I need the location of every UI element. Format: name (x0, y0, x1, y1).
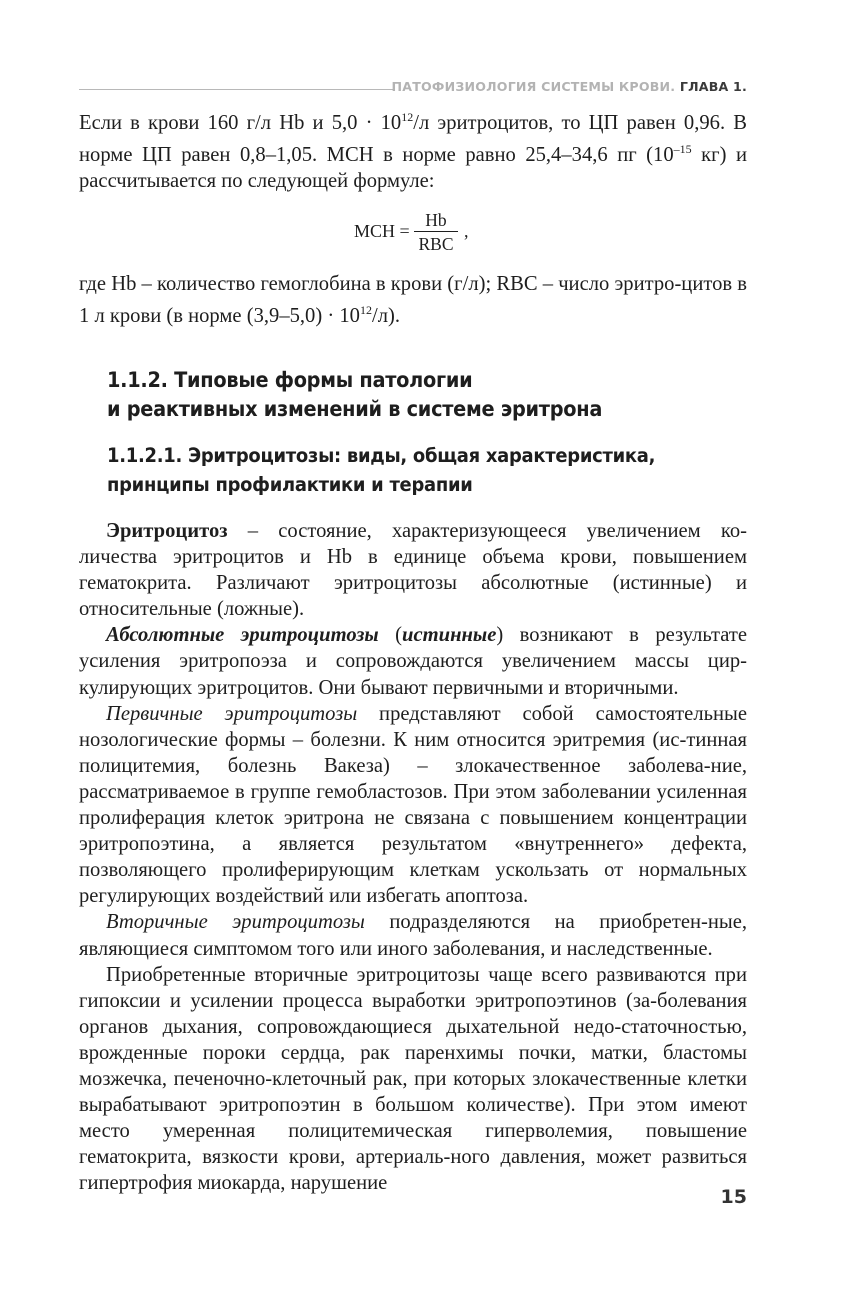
main-text (79, 518, 747, 1196)
page-number: 15 (720, 1186, 747, 1208)
term-primary-erythrocytosis: Первичные эритроцитозы (106, 702, 358, 725)
running-head-chapter: ГЛАВА 1. (679, 79, 747, 94)
subsection-heading (107, 442, 733, 499)
intro-text-1: Если в крови 160 г/л Hb и 5,0 · 10 (79, 111, 402, 134)
intro-text-2: /л эритроцитов, то ЦП равен 0,96. В норме ЦП равен 0,8–1,05. МСН в норме равно 25,4–34,6 пг (10 (79, 111, 747, 166)
intro-paragraph (79, 104, 747, 194)
paragraph-3-text: представляют собой самостоятельные нозологические формы – болезни. К ним относится эритремия (ис-тинная полицитемия, болезнь Вакеза) – злокачественное заболева-ние, рассматриваемое в группе гемобластозов. При этом заболевании усиленная пролиферация клеток эритрона не связана с повышением концентрации эритропоэтина, а является результатом «внутреннего» дефекта, позволяющего пролиферирующим клеткам ускользать от нормальных регулирующих воздействий или избегать апоптоза. (79, 702, 747, 908)
section-heading (107, 366, 696, 423)
explanation-superscript: 12 (359, 303, 372, 318)
section-heading-line-2: и реактивных изменений в системе эритрона (107, 396, 603, 421)
term-secondary-erythrocytosis: Вторичные эритроцитозы (106, 911, 365, 934)
section-heading-line-1: 1.1.2. Типовые формы патологии (107, 368, 473, 392)
running-head-text (392, 79, 747, 94)
term-true: истинные (402, 624, 497, 647)
term-absolute-erythrocytosis: Абсолютные эритроцитозы (106, 624, 379, 647)
paragraph-acquired-erythrocytosis (79, 962, 747, 1197)
intro-text-3: кг) и рассчитывается по следующей формуле: (79, 143, 747, 192)
formula-numerator: Hb (425, 210, 447, 230)
running-head-book-title: ПАТОФИЗИОЛОГИЯ СИСТЕМЫ КРОВИ. (391, 79, 676, 94)
intro-superscript-1: 12 (401, 110, 414, 124)
paragraph-secondary-erythrocytosis (79, 909, 747, 961)
paragraph-primary-erythrocytosis (79, 701, 747, 910)
paragraph-4-text: подразделяются на приобретен-ные, являющиеся симптомом того или иного заболевания, и наследственные. (79, 911, 747, 960)
fraction-bar (414, 231, 458, 232)
formula-denominator: RBC (418, 234, 454, 254)
explanation-text-2: /л). (371, 304, 400, 327)
formula-explanation (79, 271, 747, 329)
running-head (79, 79, 747, 101)
paragraph-1-text: – состояние, характеризующееся увеличением ко-личества эритроцитов и Hb в единице объема крови, повышением гематокрита. Различают эритроцитозы абсолютные (истинные) и относительные (ложные). (79, 520, 747, 621)
formula-comma: , (464, 221, 469, 241)
intro-superscript-2: –15 (673, 141, 692, 156)
explanation-text-1: где Hb – количество гемоглобина в крови (г/л); RBC – число эритро-цитов в 1 л крови (в норме (3,9–5,0) · 10 (79, 273, 747, 327)
subsection-heading-line-1: 1.1.2.1. Эритроцитозы: виды, общая характеристика, (107, 444, 656, 467)
formula-fraction (414, 210, 458, 254)
paragraph-erythrocytosis-definition (79, 518, 747, 622)
paragraph-5-text: Приобретенные вторичные эритроцитозы чаще всего развиваются при гипоксии и усилении процесса выработки эритропоэтинов (за-болевания органов дыхания, сопровождающиеся дыхательной недо-статочностью, врожденные пороки сердца, рак паренхимы почки, матки, бластомы мозжечка, печеночно-клеточный рак, при которых злокачественные клетки вырабатывают эритропоэтин в большом количестве). При этом имеют место умеренная полицитемическая гиперволемия, повышение гематокрита, вязкости крови, артериаль-ного давления, может развиться гипертрофия миокарда, нарушение (79, 963, 747, 1195)
paragraph-absolute-erythrocytosis (79, 622, 747, 700)
formula-lhs: MCH = (354, 221, 410, 241)
paragraph-2-text: ) возникают в результате усиления эритропоэза и сопровождаются увеличением массы цир-кулирующих эритроцитов. Они бывают первичными и вторичными. (79, 624, 747, 699)
paragraph-2-open: ( (378, 624, 402, 647)
term-erythrocytosis: Эритроцитоз (106, 520, 228, 542)
subsection-heading-line-2: принципы профилактики и терапии (107, 472, 473, 496)
header-rule (79, 89, 395, 90)
